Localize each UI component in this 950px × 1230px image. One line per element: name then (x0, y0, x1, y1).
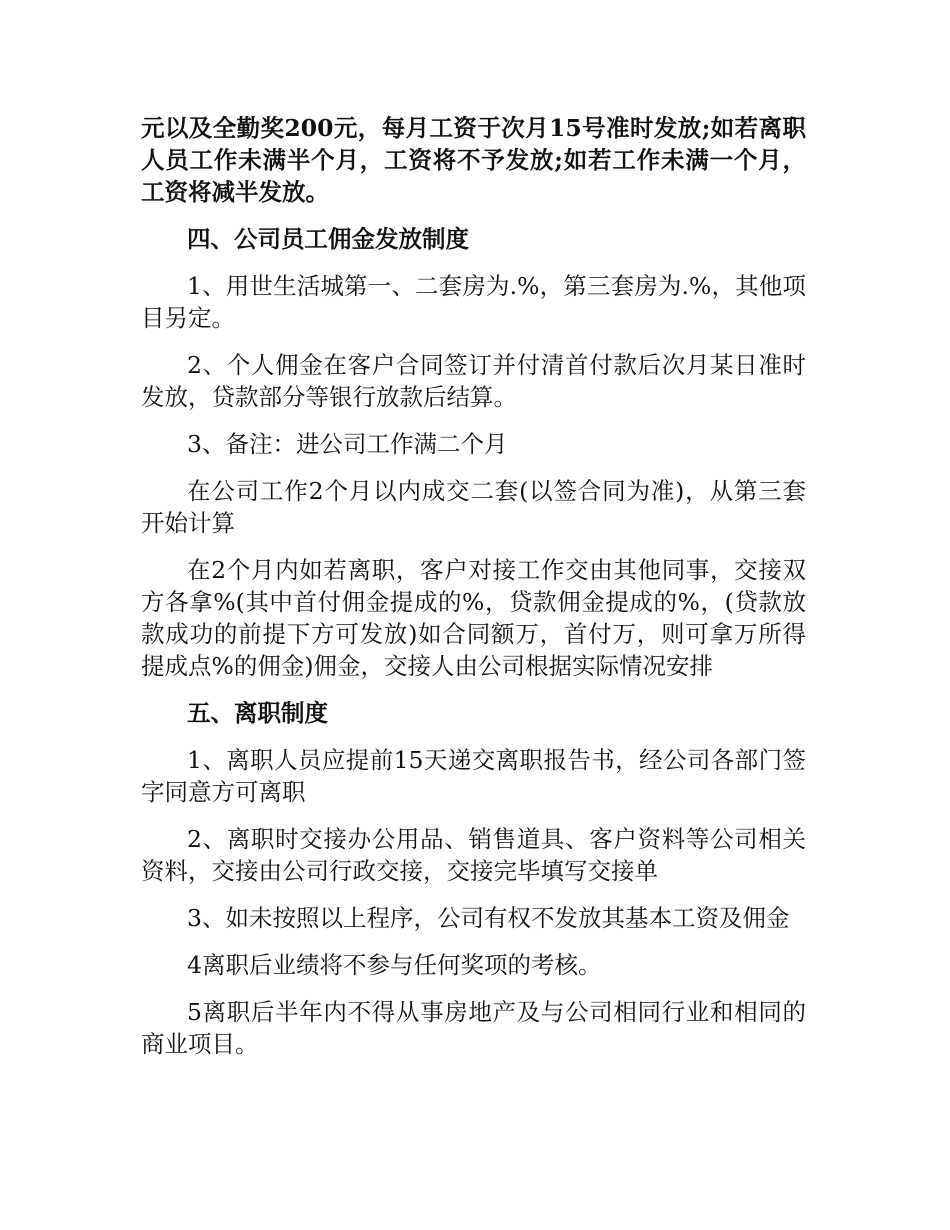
salary-paragraph: 元以及全勤奖200元，每月工资于次月15号准时发放;如若离职人员工作未满半个月，工资将不予发放;如若工作未满一个月，工资将减半发放。 (141, 114, 806, 206)
commission-note-paragraph: 在公司工作2个月以内成交二套(以签合同为准)，从第三套开始计算 (141, 477, 806, 537)
resignation-item-5: 5离职后半年内不得从事房地产及与公司相同行业和相同的商业项目。 (141, 998, 806, 1058)
commission-item-1: 1、用世生活城第一、二套房为.%，第三套房为.%，其他项目另定。 (141, 272, 806, 332)
resignation-item-2: 2、离职时交接办公用品、销售道具、客户资料等公司相关资料，交接由公司行政交接，交接完毕填写交接单 (141, 825, 806, 885)
section-heading-commission: 四、公司员工佣金发放制度 (187, 225, 469, 253)
commission-item-2: 2、个人佣金在客户合同签订并付清首付款后次月某日准时发放，贷款部分等银行放款后结算。 (141, 351, 806, 411)
resignation-item-4: 4离职后业绩将不参与任何奖项的考核。 (187, 951, 602, 979)
handover-paragraph: 在2个月内如若离职，客户对接工作交由其他同事，交接双方各拿%(其中首付佣金提成的%，贷款佣金提成的%，(贷款放款成功的前提下方可发放)如合同额万，首付万，则可拿万所得提成点%的佣金)佣金，交接人由公司根据实际情况安排 (141, 556, 806, 680)
resignation-item-3: 3、如未按照以上程序，公司有权不发放其基本工资及佣金 (187, 904, 790, 932)
document-page (141, 112, 806, 1060)
section-heading-resignation: 五、离职制度 (187, 699, 328, 727)
commission-item-3: 3、备注：进公司工作满二个月 (187, 430, 508, 458)
resignation-item-1: 1、离职人员应提前15天递交离职报告书，经公司各部门签字同意方可离职 (141, 746, 806, 806)
